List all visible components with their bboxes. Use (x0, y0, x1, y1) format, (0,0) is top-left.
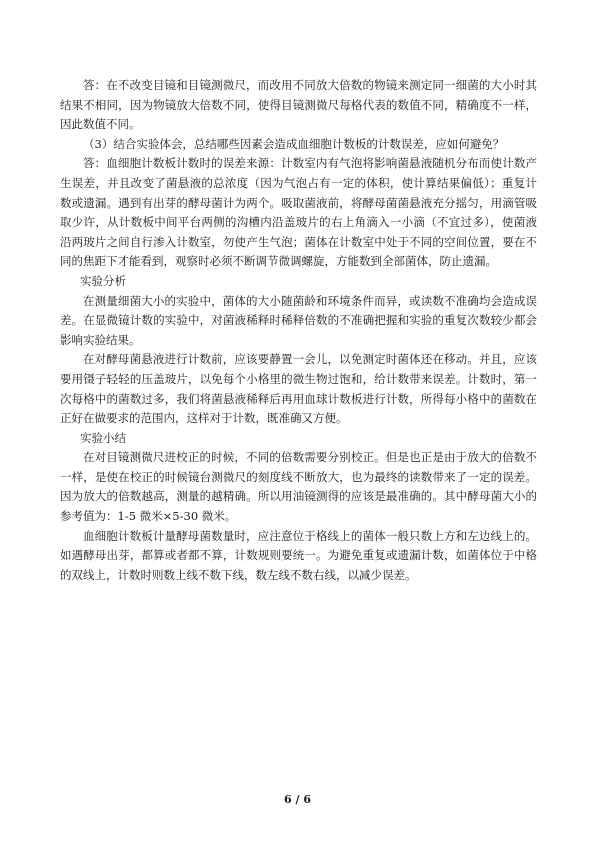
analysis-paragraph-1: 在测量细菌大小的实验中，菌体的大小随菌龄和环境条件而异，或读数不准确均会造成误差。在显微镜计数的实验中，对菌液稀释时稀释倍数的不准确把握和实验的重复次数较少都会影响实验结果。 (60, 293, 537, 347)
answer-paragraph-objective-lens: 答：在不改变目镜和目镜测微尺，而改用不同放大倍数的物镜来测定同一细菌的大小时其结果不相同，因为物镜放大倍数不同，使得目镜测微尺每格代表的数值不同，精确度不一样，因此数值不同。 (60, 78, 537, 132)
answer-paragraph-counting-error: 答：血细胞计数板计数时的误差来源：计数室内有气泡将影响菌悬液随机分布而使计数产生误差，并且改变了菌悬液的总浓度（因为气泡占有一定的体积，使计算结果偏低）；重复计数或遗漏。遇到有出芽的酵母菌计为两个。吸取菌液前，将酵母菌菌悬液充分摇匀，用滴管吸取少许，从计数板中间平台两侧的沟槽内沿盖玻片的右上角滴入一小滴（不宜过多），使菌液沿两玻片之间自行渗入计数室，勿使产生气泡；菌体在计数室中处于不同的空间位置，要在不同的焦距下才能看到，观察时必须不断调节微调螺旋，方能数到全部菌体，防止遗漏。 (60, 156, 537, 269)
question-paragraph-counting-error: （3）结合实验体会，总结哪些因素会造成血细胞计数板的计数误差，应如何避免？ (83, 136, 505, 151)
page-number: 6 / 6 (284, 793, 311, 806)
summary-paragraph-1: 在对目镜测微尺进校正的时候，不同的倍数需要分别校正。但是也正是由于放大的倍数不一样，是使在校正的时候镜台测微尺的刻度线不断放大，也为最终的读数带来了一定的误差。因为放大的倍数越高，测量的越精确。所以用油镜测得的应该是最准确的。其中酵母菌大小的参考值为：1-5 微米×5-30 微米。 (60, 450, 537, 524)
section-heading-summary: 实验小结 (80, 430, 126, 445)
section-heading-analysis: 实验分析 (80, 273, 126, 288)
summary-paragraph-2: 血细胞计数板计量酵母菌数量时，应注意位于格线上的菌体一般只数上方和左边线上的。如遇酵母出芽，都算或者都不算，计数规则要统一。为避免重复或遗漏计数，如菌体位于中格的双线上，计数时则数上线不数下线，数左线不数右线，以减少误差。 (60, 528, 537, 582)
analysis-paragraph-2: 在对酵母菌悬液进行计数前，应该要静置一会儿，以免测定时菌体还在移动。并且，应该要用镊子轻轻的压盖玻片，以免每个小格里的微生物过饱和，给计数带来误差。计数时，第一次每格中的菌数过多，我们将菌悬液稀释后再用血球计数板进行计数，所得每小格中的菌数在正好在做要求的范围内，这样对于计数，既准确又方便。 (60, 352, 537, 426)
document-body (60, 76, 537, 585)
